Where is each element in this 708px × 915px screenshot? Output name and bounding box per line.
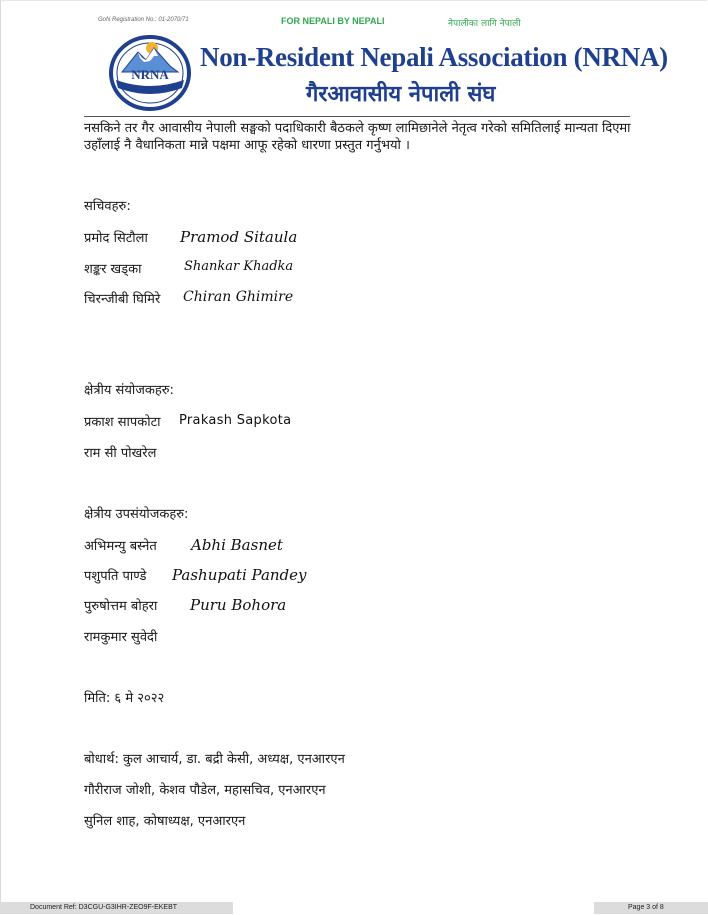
member-name: प्रकाश सापकोटा [84,415,161,430]
document-reference: Document Ref: D3CGU-G3IHR-ZEO9F-EKEBT [0,902,233,914]
intro-paragraph: नसकिने तर गैर आवासीय नेपाली सङ्घको पदाधिकारी बैठकले कृष्ण लामिछानेले नेतृत्व गरेको समितिलाई मान्यता दिएमा उहाँलाई नै वैधानिकता मान्ने पक्षमा आफू रहेको धारणा प्रस्तुत गर्नुभयो । [84,121,631,153]
letter-date: मिति: ६ मे २०२२ [84,691,165,706]
member-name: प्रमोद सिटौला [84,231,148,246]
member-signature: Pashupati Pandey [172,566,307,584]
section-heading-regional-coordinators: क्षेत्रीय संयोजकहरु: [84,383,174,398]
registration-number: GoN Registration No.: 01-2070/71 [98,17,189,23]
member-signature: Shankar Khadka [184,259,294,274]
member-name: चिरन्जीबी घिमिरे [84,292,161,307]
section-heading-regional-deputy-coordinators: क्षेत्रीय उपसंयोजकहरु: [84,507,189,522]
tagline-english: FOR NEPALI BY NEPALI [281,16,385,26]
page-number: Page 3 of 8 [628,904,664,911]
cc-line: बोधार्थ: कुल आचार्य, डा. बद्री केसी, अध्यक्ष, एनआरएन [84,752,345,767]
member-name: पुरुषोत्तम बोहरा [84,599,158,614]
cc-line: सुनिल शाह, कोषाध्यक्ष, एनआरएन [84,814,246,829]
member-name: राम सी पोखरेल [84,446,157,461]
member-signature: Chiran Ghimire [183,289,294,305]
org-name-english: Non-Resident Nepali Association (NRNA) [200,42,668,72]
member-name: अभिमन्यु बस्नेत [84,539,157,554]
logo-text: NRNA [131,67,169,82]
member-signature: Prakash Sapkota [179,413,292,428]
member-name: रामकुमार सुवेदी [84,630,158,645]
nrna-logo [108,34,192,112]
member-signature: Puru Bohora [190,596,287,614]
member-name: शङ्कर खड्का [84,262,142,277]
member-signature: Pramod Sitaula [180,228,298,246]
org-name-nepali: गैरआवासीय नेपाली संघ [306,82,496,107]
header-divider [84,116,630,117]
page-number-bar [594,902,708,914]
section-heading-secretaries: सचिवहरु: [84,199,131,214]
member-signature: Abhi Basnet [191,536,283,554]
tagline-nepali: नेपालीका लागि नेपाली [448,19,521,29]
member-name: पशुपति पाण्डे [84,569,147,584]
cc-line: गौरीराज जोशी, केशव पौडेल, महासचिव, एनआरएन [84,783,326,798]
